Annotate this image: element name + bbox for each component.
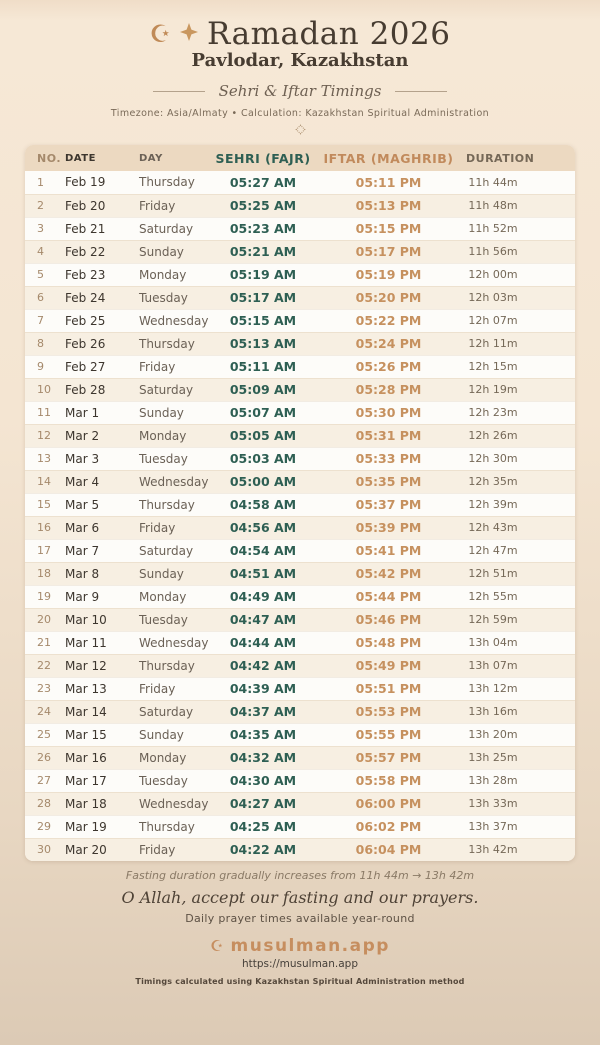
row-number: 26 [25,746,65,769]
row-number: 27 [25,769,65,792]
row-day: Saturday [137,700,215,723]
row-date: Mar 5 [65,493,137,516]
row-day: Monday [137,746,215,769]
row-iftar-time: 05:39 PM [311,516,466,539]
sparkle-icon [180,23,198,45]
row-number: 29 [25,815,65,838]
row-number: 18 [25,562,65,585]
row-sehri-time: 05:09 AM [215,378,311,401]
row-sehri-time: 05:05 AM [215,424,311,447]
row-sehri-time: 04:42 AM [215,654,311,677]
row-day: Saturday [137,217,215,240]
table-row [25,677,575,700]
row-day: Friday [137,194,215,217]
row-iftar-time: 05:33 PM [311,447,466,470]
row-iftar-time: 05:55 PM [311,723,466,746]
row-day: Wednesday [137,470,215,493]
row-number: 25 [25,723,65,746]
row-day: Tuesday [137,608,215,631]
row-iftar-time: 05:51 PM [311,677,466,700]
row-date: Feb 22 [65,240,137,263]
duration-note: Fasting duration gradually increases from 11h 44m → 13h 42m [125,869,475,882]
row-day: Thursday [139,175,195,190]
row-number: 16 [25,516,65,539]
row-day: Tuesday [137,447,215,470]
row-number: 24 [25,700,65,723]
row-date: Feb 26 [65,332,137,355]
table-row [25,493,575,516]
column-header-duration: DURATION [466,145,575,171]
row-day: Tuesday [137,769,215,792]
row-day: Wednesday [137,631,215,654]
row-number: 10 [25,378,65,401]
row-sehri-time: 04:51 AM [215,562,311,585]
row-duration: 11h 56m [466,240,575,263]
row-sehri-time: 04:39 AM [215,677,311,700]
row-duration: 13h 37m [466,815,575,838]
row-duration: 11h 44m [468,175,518,189]
brand-crescent-icon: ☪ [210,937,224,955]
row-sehri-time: 05:00 AM [215,470,311,493]
row-iftar-time: 05:48 PM [311,631,466,654]
row-number: 13 [25,447,65,470]
row-date: Mar 16 [65,746,137,769]
table-row [25,746,575,769]
row-date: Mar 4 [65,470,137,493]
row-duration: 13h 28m [466,769,575,792]
table-row [25,447,575,470]
row-day: Thursday [137,815,215,838]
row-day: Thursday [137,332,215,355]
row-day: Friday [137,838,215,861]
row-date: Mar 3 [65,447,137,470]
row-iftar-time: 05:24 PM [311,332,466,355]
row-date: Feb 28 [65,378,137,401]
row-date: Mar 1 [65,401,137,424]
dua-text: O Allah, accept our fasting and our prayers. [121,888,479,907]
row-sehri-time: 05:13 AM [215,332,311,355]
table-row [25,171,575,194]
row-number: 20 [25,608,65,631]
row-sehri-time: 05:11 AM [215,355,311,378]
row-number: 14 [25,470,65,493]
row-day: Sunday [137,562,215,585]
row-sehri-time: 04:37 AM [215,700,311,723]
table-row [25,539,575,562]
row-date: Mar 9 [65,585,137,608]
row-number: 11 [25,401,65,424]
column-header-sehri: SEHRI (FAJR) [215,145,311,171]
row-sehri-time: 04:32 AM [215,746,311,769]
row-date: Mar 12 [65,654,137,677]
table-row [25,608,575,631]
table-row [25,470,575,493]
row-duration: 12h 39m [466,493,575,516]
row-day: Sunday [137,240,215,263]
brand-name: musulman.app [230,936,390,956]
row-number: 15 [25,493,65,516]
row-day: Wednesday [137,309,215,332]
row-duration: 12h 15m [466,355,575,378]
row-number: 2 [25,194,65,217]
row-sehri-time: 05:27 AM [229,174,297,190]
title-row [0,16,600,52]
row-duration: 13h 42m [466,838,575,861]
row-sehri-time: 05:21 AM [215,240,311,263]
row-iftar-time: 05:49 PM [311,654,466,677]
row-iftar-time: 05:57 PM [311,746,466,769]
page-header [0,0,600,133]
table-row [25,562,575,585]
brand-row[interactable] [0,936,600,956]
row-date: Mar 7 [65,539,137,562]
table-row [25,355,575,378]
row-sehri-time: 05:19 AM [215,263,311,286]
row-day: Wednesday [137,792,215,815]
row-sehri-time: 04:35 AM [215,723,311,746]
row-number: 6 [25,286,65,309]
row-duration: 12h 23m [466,401,575,424]
table-row [25,194,575,217]
table-row [25,378,575,401]
table-row [25,424,575,447]
row-duration: 12h 35m [466,470,575,493]
row-date: Feb 25 [65,309,137,332]
row-iftar-time: 05:30 PM [311,401,466,424]
row-number: 9 [25,355,65,378]
table-row [25,332,575,355]
row-day: Thursday [137,493,215,516]
table-row [25,792,575,815]
row-duration: 13h 16m [466,700,575,723]
row-iftar-time: 05:37 PM [311,493,466,516]
row-number: 3 [25,217,65,240]
row-number: 7 [25,309,65,332]
row-date: Feb 23 [65,263,137,286]
table-row [25,723,575,746]
table-row [25,263,575,286]
divider-line-right [395,91,447,92]
row-iftar-time: 06:00 PM [311,792,466,815]
divider-line-left [153,91,205,92]
row-iftar-time: 05:58 PM [311,769,466,792]
row-duration: 13h 25m [466,746,575,769]
row-iftar-time: 05:44 PM [311,585,466,608]
row-date: Mar 6 [65,516,137,539]
row-day: Sunday [137,723,215,746]
row-duration: 12h 26m [466,424,575,447]
row-iftar-time: 05:35 PM [311,470,466,493]
row-iftar-time: 05:20 PM [311,286,466,309]
row-date: Mar 17 [65,769,137,792]
row-duration: 12h 30m [466,447,575,470]
row-number: 17 [25,539,65,562]
row-iftar-time: 05:15 PM [311,217,466,240]
row-day: Sunday [137,401,215,424]
section-label: Sehri & Iftar Timings [218,82,382,100]
row-iftar-time: 05:46 PM [311,608,466,631]
section-divider [0,82,600,100]
row-duration: 12h 00m [466,263,575,286]
row-day: Thursday [137,654,215,677]
row-number: 23 [25,677,65,700]
row-iftar-time: 05:22 PM [311,309,466,332]
row-date: Feb 20 [65,194,137,217]
timings-table [25,145,575,861]
row-duration: 11h 52m [466,217,575,240]
row-iftar-time: 05:19 PM [311,263,466,286]
table-row [25,401,575,424]
row-date: Mar 19 [65,815,137,838]
row-iftar-time: 05:11 PM [355,174,422,190]
row-iftar-time: 05:53 PM [311,700,466,723]
row-date: Feb 21 [65,217,137,240]
row-sehri-time: 04:49 AM [215,585,311,608]
row-sehri-time: 05:23 AM [215,217,311,240]
row-duration: 12h 11m [466,332,575,355]
table-row [25,838,575,861]
diamond-ornament-icon [295,125,305,135]
row-day: Saturday [137,378,215,401]
table-row [25,631,575,654]
row-number: 22 [25,654,65,677]
method-note: Timings calculated using Kazakhstan Spiritual Administration method [135,977,465,986]
row-number: 8 [25,332,65,355]
row-duration: 12h 19m [466,378,575,401]
row-date: Mar 15 [65,723,137,746]
availability-note: Daily prayer times available year-round [185,912,415,925]
row-iftar-time: 05:26 PM [311,355,466,378]
column-header-no: NO. [25,145,65,171]
table-row [25,309,575,332]
row-sehri-time: 04:44 AM [215,631,311,654]
timings-table-body [25,171,575,861]
row-date: Mar 13 [65,677,137,700]
row-sehri-time: 05:15 AM [215,309,311,332]
row-date: Mar 14 [65,700,137,723]
table-header [25,145,575,171]
row-day: Monday [137,263,215,286]
row-iftar-time: 05:13 PM [311,194,466,217]
row-sehri-time: 04:58 AM [215,493,311,516]
table-row [25,769,575,792]
row-date: Mar 2 [65,424,137,447]
row-duration: 13h 20m [466,723,575,746]
row-number: 30 [25,838,65,861]
row-date: Mar 11 [65,631,137,654]
row-duration: 13h 12m [466,677,575,700]
row-iftar-time: 05:31 PM [311,424,466,447]
row-duration: 12h 55m [466,585,575,608]
row-duration: 12h 47m [466,539,575,562]
row-day: Friday [137,677,215,700]
row-sehri-time: 05:07 AM [215,401,311,424]
page-footer [0,869,600,986]
table-row [25,654,575,677]
row-sehri-time: 05:17 AM [215,286,311,309]
row-iftar-time: 05:17 PM [311,240,466,263]
row-duration: 13h 33m [466,792,575,815]
location-subtitle: Pavlodar, Kazakhstan [191,50,409,71]
row-duration: 11h 48m [466,194,575,217]
row-iftar-time: 05:42 PM [311,562,466,585]
row-duration: 12h 43m [466,516,575,539]
row-number: 12 [25,424,65,447]
row-sehri-time: 04:25 AM [215,815,311,838]
row-sehri-time: 05:25 AM [215,194,311,217]
row-day: Monday [137,424,215,447]
row-duration: 13h 07m [466,654,575,677]
row-number: 21 [25,631,65,654]
row-duration: 12h 51m [466,562,575,585]
row-number: 5 [25,263,65,286]
row-sehri-time: 04:30 AM [215,769,311,792]
row-date: Feb 24 [65,286,137,309]
row-number: 19 [25,585,65,608]
column-header-date: DATE [65,145,137,171]
row-date: Mar 10 [65,608,137,631]
column-header-iftar: IFTAR (MAGHRIB) [311,145,466,171]
table-row [25,815,575,838]
table-row [25,240,575,263]
row-sehri-time: 05:03 AM [215,447,311,470]
table-row [25,217,575,240]
row-duration: 13h 04m [466,631,575,654]
row-date: Mar 20 [65,838,137,861]
row-sehri-time: 04:27 AM [215,792,311,815]
row-number: 28 [25,792,65,815]
row-number: 4 [25,240,65,263]
row-date: Mar 8 [65,562,137,585]
row-duration: 12h 59m [466,608,575,631]
row-iftar-time: 05:41 PM [311,539,466,562]
row-duration: 12h 07m [466,309,575,332]
row-date: Feb 19 [65,175,106,190]
table-row [25,516,575,539]
row-day: Friday [137,355,215,378]
table-row [25,700,575,723]
page-title: Ramadan 2026 [207,16,451,52]
row-sehri-time: 04:56 AM [215,516,311,539]
table-row [25,585,575,608]
timezone-calculation-meta: Timezone: Asia/Almaty • Calculation: Kazakhstan Spiritual Administration [110,108,490,119]
row-iftar-time: 05:28 PM [311,378,466,401]
column-header-day: DAY [137,145,215,171]
row-sehri-time: 04:54 AM [215,539,311,562]
row-day: Monday [137,585,215,608]
timings-table-card [25,145,575,861]
table-row [25,286,575,309]
row-day: Friday [137,516,215,539]
row-date: Feb 27 [65,355,137,378]
brand-url[interactable]: https://musulman.app [242,958,358,970]
row-sehri-time: 04:22 AM [215,838,311,861]
row-day: Saturday [137,539,215,562]
row-date: Mar 18 [65,792,137,815]
row-number: 1 [37,175,44,189]
row-duration: 12h 03m [466,286,575,309]
row-sehri-time: 04:47 AM [215,608,311,631]
row-iftar-time: 06:04 PM [311,838,466,861]
row-iftar-time: 06:02 PM [311,815,466,838]
crescent-icon: ☪ [149,20,172,48]
row-day: Tuesday [137,286,215,309]
